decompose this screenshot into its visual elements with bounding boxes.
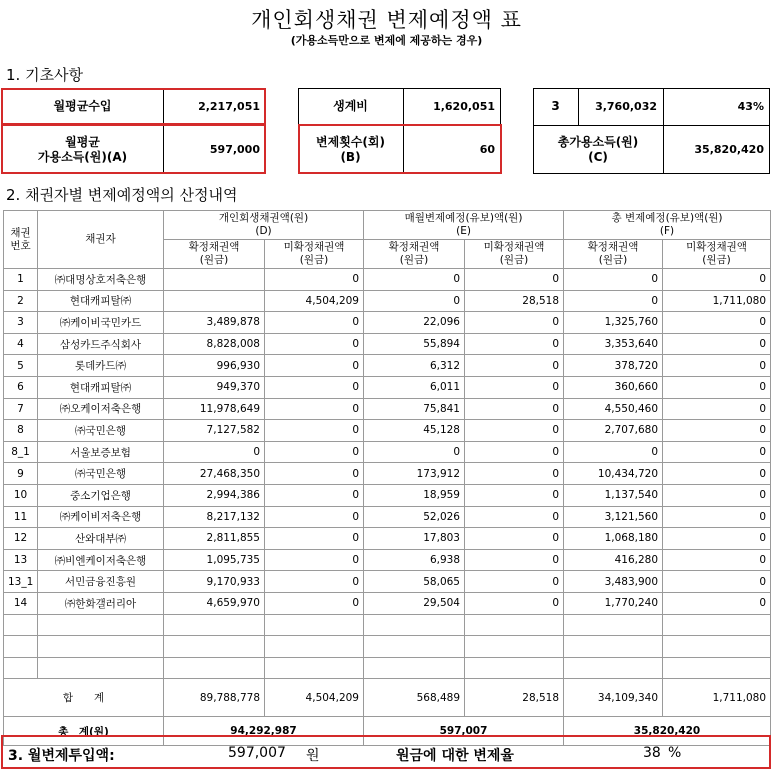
cell-d1: 1,095,735 bbox=[164, 549, 265, 571]
cell-no: 2 bbox=[4, 290, 38, 312]
cell-e1: 0 bbox=[364, 290, 465, 312]
cell-no: 1 bbox=[4, 269, 38, 291]
cell-name: ㈜국민은행 bbox=[38, 420, 164, 442]
cell-e2: 0 bbox=[465, 592, 564, 614]
cell-f1: 3,121,560 bbox=[564, 506, 663, 528]
misc-number: 3 bbox=[551, 99, 560, 113]
cell-d2: 0 bbox=[265, 528, 364, 550]
cell-e1: 6,938 bbox=[364, 549, 465, 571]
cell-no: 13 bbox=[4, 549, 38, 571]
total-d: 94,292,987 bbox=[164, 717, 364, 746]
subtotal-label: 합 계 bbox=[4, 679, 164, 717]
header-f-confirmed: 확정채권액 (원금) bbox=[564, 240, 663, 269]
cell-e2: 0 bbox=[465, 269, 564, 291]
cell-d2: 0 bbox=[265, 269, 364, 291]
cell-f2: 0 bbox=[663, 506, 771, 528]
page-subtitle: (가용소득만으로 변제에 제공하는 경우) bbox=[290, 34, 483, 47]
cell-d2: 0 bbox=[265, 398, 364, 420]
cell-e2: 0 bbox=[465, 312, 564, 334]
cell-d2: 0 bbox=[265, 506, 364, 528]
misc-percent: 43% bbox=[737, 100, 764, 113]
total-disposable-value: 35,820,420 bbox=[694, 143, 764, 156]
cell-e1: 29,504 bbox=[364, 592, 465, 614]
header-group-f: 총 변제예정(유보)액(원) (F) bbox=[564, 211, 771, 240]
cell-no: 10 bbox=[4, 484, 38, 506]
cell-f2: 0 bbox=[663, 528, 771, 550]
cell-f1: 0 bbox=[564, 441, 663, 463]
cell-f2: 0 bbox=[663, 592, 771, 614]
cell-e2: 0 bbox=[465, 355, 564, 377]
cell-d1 bbox=[164, 290, 265, 312]
cell-d1: 8,828,008 bbox=[164, 333, 265, 355]
cell-no: 5 bbox=[4, 355, 38, 377]
header-group-e: 매월변제예정(유보)액(원) (E) bbox=[364, 211, 564, 240]
table-row bbox=[4, 269, 771, 291]
subtotal-f1: 34,109,340 bbox=[564, 679, 663, 717]
cell-name: 삼성카드주식회사 bbox=[38, 333, 164, 355]
cell-name: ㈜케이비저축은행 bbox=[38, 506, 164, 528]
cell-no: 14 bbox=[4, 592, 38, 614]
header-d-confirmed: 확정채권액 (원금) bbox=[164, 240, 265, 269]
subtotal-f2: 1,711,080 bbox=[663, 679, 771, 717]
monthly-income-label: 월평균수입 bbox=[53, 99, 112, 113]
table-row bbox=[4, 333, 771, 355]
cell-f1: 4,550,460 bbox=[564, 398, 663, 420]
table-row bbox=[4, 463, 771, 485]
cell-e2: 0 bbox=[465, 398, 564, 420]
cell-f2: 0 bbox=[663, 398, 771, 420]
monthly-income-value: 2,217,051 bbox=[198, 100, 260, 113]
cell-no: 4 bbox=[4, 333, 38, 355]
repay-ratio-label: 원금에 대한 변제율 bbox=[396, 748, 514, 764]
living-cost-label: 생계비 bbox=[333, 99, 368, 113]
cell-no: 12 bbox=[4, 528, 38, 550]
cell-d2: 0 bbox=[265, 463, 364, 485]
total-f: 35,820,420 bbox=[564, 717, 771, 746]
creditor-table bbox=[3, 210, 771, 746]
monthly-payment-unit: 원 bbox=[306, 748, 320, 764]
cell-no: 6 bbox=[4, 376, 38, 398]
cell-d2: 0 bbox=[265, 420, 364, 442]
monthly-payment-box bbox=[1, 735, 771, 769]
cell-f1: 416,280 bbox=[564, 549, 663, 571]
cell-e2: 0 bbox=[465, 420, 564, 442]
misc-value: 3,760,032 bbox=[595, 100, 657, 113]
cell-f2: 0 bbox=[663, 441, 771, 463]
subtotal-e1: 568,489 bbox=[364, 679, 465, 717]
cell-e1: 0 bbox=[364, 269, 465, 291]
page-title: 개인회생채권 변제예정액 표 bbox=[251, 8, 522, 32]
cell-f2: 0 bbox=[663, 549, 771, 571]
table-row bbox=[4, 312, 771, 334]
avg-disposable-value: 597,000 bbox=[209, 143, 260, 156]
cell-e2: 0 bbox=[465, 484, 564, 506]
cell-name: 롯데카드㈜ bbox=[38, 355, 164, 377]
cell-d2: 0 bbox=[265, 376, 364, 398]
table-row bbox=[4, 506, 771, 528]
cell-f1: 1,325,760 bbox=[564, 312, 663, 334]
total-e: 597,007 bbox=[364, 717, 564, 746]
cell-e1: 75,841 bbox=[364, 398, 465, 420]
section2-heading: 2. 채권자별 변제예정액의 산정내역 bbox=[6, 186, 238, 204]
cell-d1: 0 bbox=[164, 441, 265, 463]
cell-f2: 0 bbox=[663, 463, 771, 485]
cell-d2: 0 bbox=[265, 571, 364, 593]
cell-e1: 18,959 bbox=[364, 484, 465, 506]
cell-d2: 0 bbox=[265, 333, 364, 355]
cell-e1: 55,894 bbox=[364, 333, 465, 355]
cell-d2: 0 bbox=[265, 549, 364, 571]
cell-no: 9 bbox=[4, 463, 38, 485]
cell-d2: 0 bbox=[265, 592, 364, 614]
cell-e1: 17,803 bbox=[364, 528, 465, 550]
cell-f1: 3,353,640 bbox=[564, 333, 663, 355]
cell-e2: 0 bbox=[465, 441, 564, 463]
table-row bbox=[4, 398, 771, 420]
repay-ratio-unit: % bbox=[668, 745, 682, 761]
table-row bbox=[4, 484, 771, 506]
subtotal-row bbox=[4, 679, 771, 717]
cell-d1: 996,930 bbox=[164, 355, 265, 377]
cell-e2: 0 bbox=[465, 376, 564, 398]
cell-name: 중소기업은행 bbox=[38, 484, 164, 506]
cell-e1: 52,026 bbox=[364, 506, 465, 528]
cell-e1: 45,128 bbox=[364, 420, 465, 442]
cell-e1: 0 bbox=[364, 441, 465, 463]
cell-e2: 0 bbox=[465, 549, 564, 571]
cell-f1: 2,707,680 bbox=[564, 420, 663, 442]
subtotal-d2: 4,504,209 bbox=[265, 679, 364, 717]
cell-name: ㈜오케이저축은행 bbox=[38, 398, 164, 420]
cell-no: 3 bbox=[4, 312, 38, 334]
cell-f2: 0 bbox=[663, 355, 771, 377]
cell-e2: 0 bbox=[465, 463, 564, 485]
cell-d1: 2,811,855 bbox=[164, 528, 265, 550]
subtotal-d1: 89,788,778 bbox=[164, 679, 265, 717]
table-row bbox=[4, 592, 771, 614]
table-row bbox=[4, 420, 771, 442]
cell-f1: 3,483,900 bbox=[564, 571, 663, 593]
cell-d2: 4,504,209 bbox=[265, 290, 364, 312]
cell-e2: 0 bbox=[465, 528, 564, 550]
cell-e1: 6,011 bbox=[364, 376, 465, 398]
cell-e2: 0 bbox=[465, 333, 564, 355]
cell-e1: 58,065 bbox=[364, 571, 465, 593]
cell-f1: 0 bbox=[564, 290, 663, 312]
table-row bbox=[4, 549, 771, 571]
total-label: 총 계(원) bbox=[4, 717, 164, 746]
cell-name: ㈜국민은행 bbox=[38, 463, 164, 485]
cell-f1: 1,770,240 bbox=[564, 592, 663, 614]
repay-count-value: 60 bbox=[479, 143, 495, 156]
cell-f2: 1,711,080 bbox=[663, 290, 771, 312]
cell-d1: 2,994,386 bbox=[164, 484, 265, 506]
monthly-payment-value: 597,007 bbox=[228, 745, 286, 761]
cell-name: ㈜케이비국민카드 bbox=[38, 312, 164, 334]
cell-d1: 8,217,132 bbox=[164, 506, 265, 528]
table-row bbox=[4, 528, 771, 550]
cell-d1: 4,659,970 bbox=[164, 592, 265, 614]
cell-d2: 0 bbox=[265, 484, 364, 506]
cell-name: 서울보증보험 bbox=[38, 441, 164, 463]
cell-no: 11 bbox=[4, 506, 38, 528]
cell-d1: 7,127,582 bbox=[164, 420, 265, 442]
repay-ratio-value: 38 bbox=[643, 745, 661, 761]
cell-e2: 0 bbox=[465, 571, 564, 593]
cell-name: ㈜대명상호저축은행 bbox=[38, 269, 164, 291]
header-creditor: 채권자 bbox=[38, 211, 164, 269]
cell-d2: 0 bbox=[265, 355, 364, 377]
cell-no: 13_1 bbox=[4, 571, 38, 593]
cell-d2: 0 bbox=[265, 312, 364, 334]
cell-name: 서민금융진흥원 bbox=[38, 571, 164, 593]
cell-f2: 0 bbox=[663, 376, 771, 398]
cell-f2: 0 bbox=[663, 312, 771, 334]
cell-f2: 0 bbox=[663, 269, 771, 291]
cell-f1: 1,137,540 bbox=[564, 484, 663, 506]
table-row bbox=[4, 441, 771, 463]
cell-no: 8_1 bbox=[4, 441, 38, 463]
header-e-unconfirmed: 미확정채권액 (원금) bbox=[465, 240, 564, 269]
cell-e2: 28,518 bbox=[465, 290, 564, 312]
table-row bbox=[4, 355, 771, 377]
cell-e1: 6,312 bbox=[364, 355, 465, 377]
section1-heading: 1. 기초사항 bbox=[6, 66, 84, 84]
header-no: 채권 번호 bbox=[4, 211, 38, 269]
cell-f1: 360,660 bbox=[564, 376, 663, 398]
cell-name: ㈜한화갤러리아 bbox=[38, 592, 164, 614]
cell-e1: 173,912 bbox=[364, 463, 465, 485]
subtotal-e2: 28,518 bbox=[465, 679, 564, 717]
cell-d1: 11,978,649 bbox=[164, 398, 265, 420]
cell-d1: 3,489,878 bbox=[164, 312, 265, 334]
cell-e1: 22,096 bbox=[364, 312, 465, 334]
cell-no: 7 bbox=[4, 398, 38, 420]
cell-name: ㈜비엔케이저축은행 bbox=[38, 549, 164, 571]
cell-f2: 0 bbox=[663, 571, 771, 593]
cell-d1: 27,468,350 bbox=[164, 463, 265, 485]
header-f-unconfirmed: 미확정채권액 (원금) bbox=[663, 240, 771, 269]
cell-d1: 949,370 bbox=[164, 376, 265, 398]
cell-name: 현대캐피탈㈜ bbox=[38, 376, 164, 398]
cell-d1: 9,170,933 bbox=[164, 571, 265, 593]
living-cost-value: 1,620,051 bbox=[433, 100, 495, 113]
cell-d2: 0 bbox=[265, 441, 364, 463]
section3-heading: 3. 월변제투입액: bbox=[8, 748, 115, 764]
cell-name: 산와대부㈜ bbox=[38, 528, 164, 550]
cell-f2: 0 bbox=[663, 333, 771, 355]
cell-f1: 1,068,180 bbox=[564, 528, 663, 550]
cell-f1: 10,434,720 bbox=[564, 463, 663, 485]
repay-count-label: 변제횟수(회) (B) bbox=[316, 134, 385, 164]
header-d-unconfirmed: 미확정채권액 (원금) bbox=[265, 240, 364, 269]
cell-f2: 0 bbox=[663, 420, 771, 442]
cell-d1 bbox=[164, 269, 265, 291]
header-group-d: 개인회생채권액(원) (D) bbox=[164, 211, 364, 240]
cell-f1: 0 bbox=[564, 269, 663, 291]
total-disposable-label: 총가용소득(원) (C) bbox=[557, 134, 639, 164]
cell-name: 현대캐피탈㈜ bbox=[38, 290, 164, 312]
avg-disposable-label: 월평균 가용소득(원)(A) bbox=[37, 134, 128, 164]
header-e-confirmed: 확정채권액 (원금) bbox=[364, 240, 465, 269]
cell-no: 8 bbox=[4, 420, 38, 442]
cell-f2: 0 bbox=[663, 484, 771, 506]
table-row bbox=[4, 290, 771, 312]
cell-f1: 378,720 bbox=[564, 355, 663, 377]
cell-e2: 0 bbox=[465, 506, 564, 528]
table-row bbox=[4, 376, 771, 398]
table-row bbox=[4, 571, 771, 593]
